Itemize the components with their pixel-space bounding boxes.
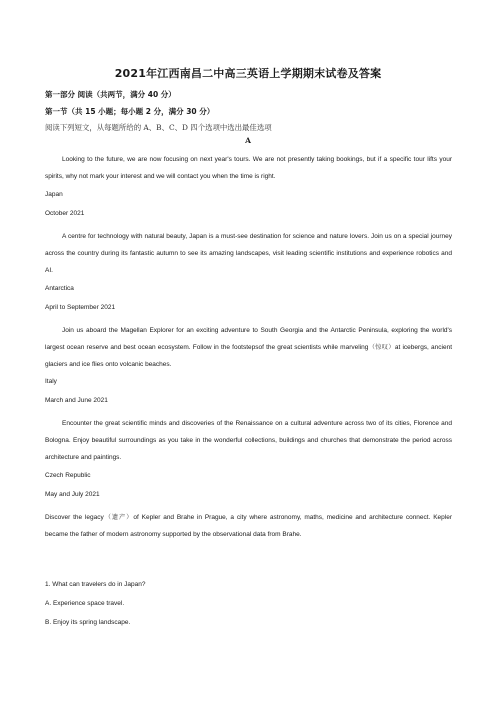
- tour-place-japan: Japan: [45, 191, 63, 198]
- document-title: 2021年江西南昌二中高三英语上学期期末试卷及答案: [114, 67, 382, 80]
- instruction-text: 阅读下列短文，从每题所给的 A、B、C、D 四个选项中选出最佳选项: [45, 123, 272, 132]
- section-heading: 第一节（共 15 小题；每小题 2 分，满分 30 分）: [45, 107, 215, 116]
- gloss-legacy: （遗产）: [103, 514, 134, 521]
- tour-place-czech: Czech Republic: [45, 472, 91, 479]
- tour-date-czech: May and July 2021: [45, 491, 100, 498]
- option-b: B. Enjoy its spring landscape.: [45, 619, 131, 626]
- intro-paragraph: Looking to the future, we are now focusing on next year's tours. We are not presently taking bookings, but if a specific tour lifts your spirits, why not mark your interest and we will contact you when the time is right.: [45, 156, 452, 181]
- question-1: 1. What can travelers do in Japan?: [45, 581, 146, 588]
- tour-place-italy: Italy: [45, 378, 57, 385]
- tour-text-antarctica: Join us aboard the Magellan Explorer for an exciting adventure to South Georgia and the Antarctic Peninsula, exploring the world's largest ocean reserve and best ocean ecosystem. Follow in the footstepsof the great scientists while marveling（惊叹）at icebergs, ancient glaciers and ice flies onto volcanic beaches.: [45, 327, 452, 369]
- tour-date-antarctica: April to September 2021: [45, 304, 116, 311]
- tour-text-japan: A centre for technology with natural beauty, Japan is a must-see destination for science and nature lovers. Join us on a special journey across the country during its fantastic autumn to see its amazing landscapes, visit leading scientific institutions and experience robotics and AI.: [45, 233, 452, 275]
- tour-date-italy: March and June 2021: [45, 397, 108, 404]
- tour-text-czech: Discover the legacy（遗产）of Kepler and Brahe in Prague, a city where astronomy, maths, medicine and architecture connect. Kepler became the father of modern astronomy supported by the observational data from Brahe.: [45, 514, 452, 539]
- tour-place-antarctica: Antarctica: [45, 285, 74, 292]
- part-heading: 第一部分 阅读（共两节，满分 40 分）: [45, 90, 176, 99]
- tour-text-italy: Encounter the great scientific minds and discoveries of the Renaissance on a cultural adventure across two of its cities, Florence and Bologna. Enjoy beautiful surroundings as you take in the wonderful collections, buildings and churches that demonstrate the period across architecture and paintings.: [45, 420, 452, 462]
- tour-date-japan: October 2021: [45, 210, 85, 217]
- gloss-marveling: （惊叹）: [368, 344, 395, 352]
- option-a: A. Experience space travel.: [45, 600, 125, 607]
- passage-label: A: [245, 136, 251, 145]
